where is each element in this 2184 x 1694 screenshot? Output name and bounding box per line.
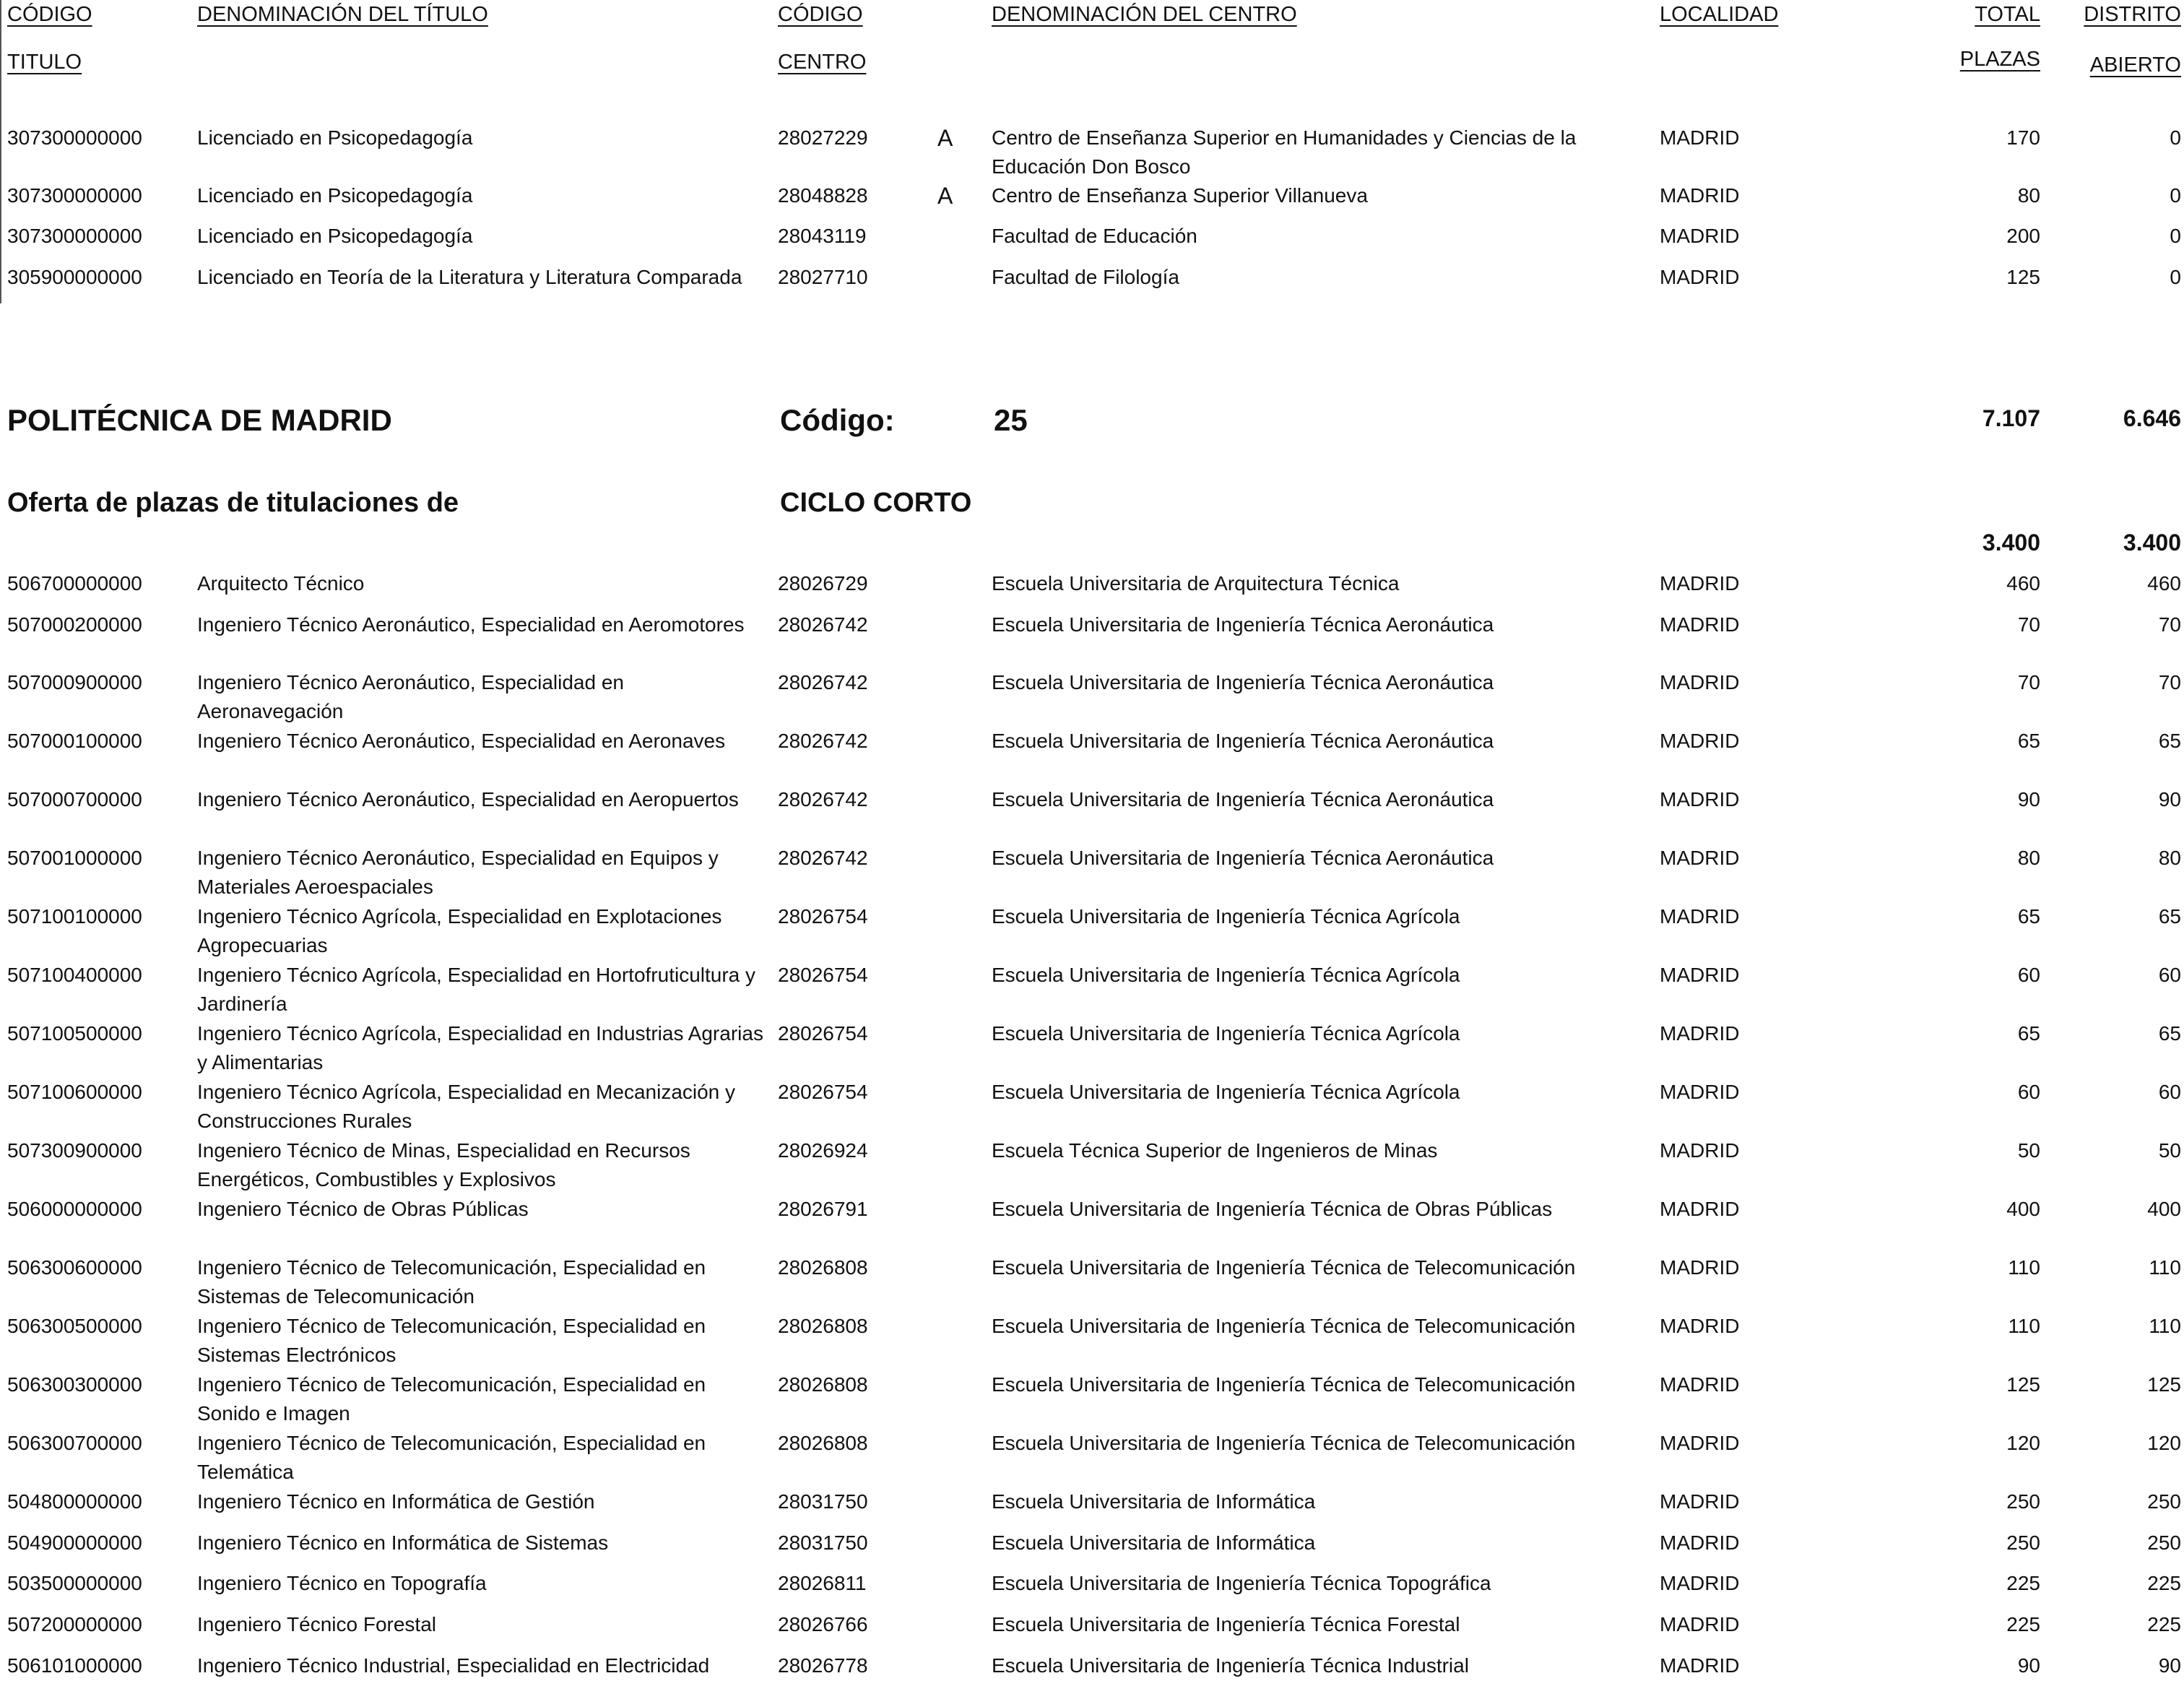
cell-denominacion-centro: Escuela Universitaria de Ingeniería Técnica Agrícola: [992, 905, 1460, 928]
cell-denominacion-centro: Escuela Universitaria de Ingeniería Técnica Aeronáutica: [992, 613, 1494, 636]
cell-denominacion-centro: Escuela Universitaria de Ingeniería Técnica Industrial: [992, 1654, 1469, 1677]
cell-total-plazas: 65: [2017, 905, 2040, 928]
cell-total-plazas: 110: [2008, 1256, 2040, 1279]
cell-localidad: MADRID: [1660, 1373, 1740, 1396]
cell-denominacion-centro: Escuela Universitaria de Ingeniería Técnica Agrícola: [992, 1081, 1460, 1103]
cell-codigo-titulo: 507100100000: [7, 905, 142, 928]
cell-denominacion-titulo: Ingeniero Técnico en Informática de Sistemas: [197, 1531, 609, 1554]
cell-denominacion-titulo: Licenciado en Teoría de la Literatura y Literatura Comparada: [197, 266, 742, 288]
cell-codigo-titulo: 507300900000: [7, 1139, 142, 1162]
cell-codigo-titulo: 506101000000: [7, 1654, 142, 1677]
cell-localidad: MADRID: [1660, 1315, 1740, 1337]
cell-total-plazas: 225: [2006, 1613, 2040, 1635]
cell-codigo-titulo: 506300300000: [7, 1373, 142, 1396]
section-label: Oferta de plazas de titulaciones de: [7, 488, 459, 518]
cell-codigo-titulo: 305900000000: [7, 266, 142, 288]
cell-mark: A: [937, 125, 953, 151]
cell-denominacion-titulo: Licenciado en Psicopedagogía: [197, 225, 473, 247]
section-total-plazas: 3.400: [1982, 530, 2040, 556]
cell-distrito-abierto: 225: [2147, 1572, 2181, 1594]
header-codigo-titulo-2: TITULO: [7, 51, 82, 74]
cell-total-plazas: 70: [2017, 671, 2040, 693]
cell-denominacion-titulo: Licenciado en Psicopedagogía: [197, 126, 473, 149]
cell-localidad: MADRID: [1660, 1256, 1740, 1279]
header-codigo-titulo-1: CÓDIGO: [7, 3, 92, 26]
cell-localidad: MADRID: [1660, 1531, 1740, 1554]
header-total-2: PLAZAS: [1959, 48, 2040, 71]
cell-denominacion-centro: Escuela Universitaria de Informática: [992, 1531, 1316, 1554]
cell-localidad: MADRID: [1660, 905, 1740, 928]
cell-codigo-titulo: 503500000000: [7, 1572, 142, 1594]
cell-codigo-titulo: 307300000000: [7, 225, 142, 247]
cell-localidad: MADRID: [1660, 184, 1740, 207]
cell-distrito-abierto: 125: [2147, 1373, 2181, 1396]
header-codigo-centro-2: CENTRO: [778, 51, 867, 74]
cell-codigo-centro: 28026742: [778, 730, 868, 752]
cell-codigo-titulo: 507000700000: [7, 788, 142, 811]
cell-denominacion-centro: Escuela Universitaria de Ingeniería Técnica Agrícola: [992, 1022, 1460, 1045]
cell-total-plazas: 250: [2006, 1531, 2040, 1554]
cell-denominacion-titulo: Licenciado en Psicopedagogía: [197, 184, 473, 207]
university-total-plazas: 7.107: [1982, 405, 2040, 431]
cell-codigo-titulo: 507100500000: [7, 1022, 142, 1045]
cell-total-plazas: 60: [2017, 964, 2040, 986]
cell-total-plazas: 110: [2008, 1315, 2040, 1337]
cell-denominacion-centro: Escuela Universitaria de Ingeniería Técnica Forestal: [992, 1613, 1460, 1635]
header-localidad: LOCALIDAD: [1660, 3, 1779, 26]
cell-total-plazas: 250: [2006, 1490, 2040, 1513]
cell-total-plazas: 80: [2017, 184, 2040, 207]
cell-denominacion-titulo: Ingeniero Técnico en Topografía: [197, 1572, 487, 1594]
cell-distrito-abierto: 0: [2170, 126, 2181, 149]
cell-localidad: MADRID: [1660, 572, 1740, 595]
cell-localidad: MADRID: [1660, 671, 1740, 693]
cell-total-plazas: 125: [2006, 1373, 2040, 1396]
cell-distrito-abierto: 65: [2158, 905, 2181, 928]
cell-total-plazas: 200: [2006, 225, 2040, 247]
cell-codigo-titulo: 507000100000: [7, 730, 142, 752]
cell-denominacion-centro: Escuela Universitaria de Arquitectura Técnica: [992, 572, 1400, 595]
cell-total-plazas: 125: [2006, 266, 2040, 288]
cell-codigo-centro: 28048828: [778, 184, 868, 207]
university-distrito-abierto: 6.646: [2123, 405, 2181, 431]
cell-denominacion-centro: Centro de Enseñanza Superior en Humanidades y Ciencias de la Educación Don Bosco: [992, 126, 1577, 178]
cell-distrito-abierto: 120: [2147, 1432, 2181, 1454]
cell-denominacion-titulo: Ingeniero Técnico Aeronáutico, Especialidad en Aeromotores: [197, 613, 745, 636]
cell-codigo-centro: 28026778: [778, 1654, 868, 1677]
cell-codigo-titulo: 506300700000: [7, 1432, 142, 1454]
cell-codigo-titulo: 507200000000: [7, 1613, 142, 1635]
cell-codigo-centro: 28027229: [778, 126, 868, 149]
cell-denominacion-titulo: Ingeniero Técnico Aeronáutico, Especialidad en Aeronaves: [197, 730, 726, 752]
cell-total-plazas: 65: [2017, 730, 2040, 752]
header-distrito-1: DISTRITO: [2084, 3, 2181, 26]
cell-codigo-centro: 28026754: [778, 905, 868, 928]
cell-total-plazas: 65: [2017, 1022, 2040, 1045]
cell-localidad: MADRID: [1660, 1022, 1740, 1045]
cell-codigo-centro: 28043119: [778, 225, 867, 247]
header-denominacion-titulo: DENOMINACIÓN DEL TÍTULO: [197, 3, 488, 26]
cell-codigo-centro: 28026924: [778, 1139, 868, 1162]
cell-total-plazas: 70: [2017, 613, 2040, 636]
university-codigo-label: Código:: [780, 403, 895, 437]
cell-codigo-centro: 28026811: [778, 1572, 867, 1594]
cell-denominacion-centro: Escuela Universitaria de Ingeniería Técnica de Telecomunicación: [992, 1432, 1576, 1454]
cell-denominacion-titulo: Ingeniero Técnico de Telecomunicación, Especialidad en Sonido e Imagen: [197, 1373, 706, 1425]
cell-total-plazas: 50: [2017, 1139, 2040, 1162]
cell-denominacion-centro: Escuela Universitaria de Ingeniería Técnica Agrícola: [992, 964, 1460, 986]
cell-distrito-abierto: 0: [2170, 184, 2181, 207]
cell-denominacion-titulo: Ingeniero Técnico de Telecomunicación, Especialidad en Sistemas Electrónicos: [197, 1315, 706, 1366]
cell-distrito-abierto: 110: [2149, 1256, 2181, 1279]
cell-denominacion-centro: Escuela Universitaria de Ingeniería Técnica de Telecomunicación: [992, 1315, 1576, 1337]
section-ciclo: CICLO CORTO: [780, 488, 972, 518]
header-distrito-2: ABIERTO: [2089, 53, 2181, 77]
cell-codigo-centro: 28027710: [778, 266, 868, 288]
cell-localidad: MADRID: [1660, 964, 1740, 986]
cell-denominacion-centro: Escuela Universitaria de Ingeniería Técnica de Telecomunicación: [992, 1373, 1576, 1396]
cell-localidad: MADRID: [1660, 1572, 1740, 1594]
cell-denominacion-centro: Centro de Enseñanza Superior Villanueva: [992, 184, 1368, 207]
cell-total-plazas: 170: [2006, 126, 2040, 149]
university-codigo: 25: [994, 403, 1028, 437]
cell-distrito-abierto: 400: [2147, 1198, 2181, 1220]
cell-codigo-centro: 28026742: [778, 613, 868, 636]
cell-distrito-abierto: 60: [2158, 964, 2181, 986]
cell-denominacion-centro: Escuela Universitaria de Ingeniería Técnica Aeronáutica: [992, 847, 1494, 869]
cell-codigo-centro: 28026808: [778, 1432, 868, 1454]
cell-denominacion-titulo: Ingeniero Técnico de Minas, Especialidad en Recursos Energéticos, Combustibles y Explosivos: [197, 1139, 690, 1190]
cell-distrito-abierto: 0: [2170, 266, 2181, 288]
cell-codigo-centro: 28031750: [778, 1490, 868, 1513]
header-codigo-centro-1: CÓDIGO: [778, 3, 863, 26]
cell-codigo-centro: 28026754: [778, 964, 868, 986]
cell-denominacion-titulo: Ingeniero Técnico Industrial, Especialidad en Electricidad: [197, 1654, 710, 1677]
cell-codigo-titulo: 507001000000: [7, 847, 142, 869]
cell-codigo-centro: 28026729: [778, 572, 868, 595]
cell-denominacion-titulo: Ingeniero Técnico Agrícola, Especialidad en Hortofruticultura y Jardinería: [197, 964, 756, 1015]
cell-codigo-centro: 28026754: [778, 1081, 868, 1103]
cell-codigo-titulo: 504900000000: [7, 1531, 142, 1554]
cell-codigo-titulo: 506300500000: [7, 1315, 142, 1337]
cell-codigo-centro: 28026754: [778, 1022, 868, 1045]
cell-distrito-abierto: 90: [2158, 1654, 2181, 1677]
cell-codigo-centro: 28026808: [778, 1315, 868, 1337]
cell-codigo-titulo: 506000000000: [7, 1198, 142, 1220]
cell-total-plazas: 120: [2006, 1432, 2040, 1454]
cell-total-plazas: 90: [2017, 788, 2040, 811]
cell-distrito-abierto: 110: [2149, 1315, 2181, 1337]
cell-localidad: MADRID: [1660, 1490, 1740, 1513]
cell-distrito-abierto: 0: [2170, 225, 2181, 247]
cell-distrito-abierto: 250: [2147, 1531, 2181, 1554]
cell-denominacion-titulo: Ingeniero Técnico de Obras Públicas: [197, 1198, 529, 1220]
cell-denominacion-titulo: Ingeniero Técnico Agrícola, Especialidad en Explotaciones Agropecuarias: [197, 905, 722, 956]
cell-distrito-abierto: 80: [2158, 847, 2181, 869]
cell-codigo-centro: 28026742: [778, 847, 868, 869]
cell-distrito-abierto: 60: [2158, 1081, 2181, 1103]
left-border-rule: [0, 0, 1, 303]
cell-localidad: MADRID: [1660, 1198, 1740, 1220]
cell-total-plazas: 90: [2017, 1654, 2040, 1677]
cell-total-plazas: 60: [2017, 1081, 2040, 1103]
cell-codigo-titulo: 506700000000: [7, 572, 142, 595]
cell-denominacion-centro: Facultad de Filología: [992, 266, 1179, 288]
cell-distrito-abierto: 70: [2158, 613, 2181, 636]
cell-total-plazas: 225: [2006, 1572, 2040, 1594]
cell-denominacion-centro: Escuela Universitaria de Ingeniería Técnica Topográfica: [992, 1572, 1491, 1594]
cell-codigo-titulo: 506300600000: [7, 1256, 142, 1279]
cell-codigo-titulo: 507000200000: [7, 613, 142, 636]
cell-denominacion-titulo: Ingeniero Técnico Aeronáutico, Especialidad en Aeropuertos: [197, 788, 739, 811]
cell-denominacion-centro: Escuela Universitaria de Ingeniería Técnica de Obras Públicas: [992, 1198, 1553, 1220]
cell-denominacion-centro: Escuela Universitaria de Ingeniería Técnica Aeronáutica: [992, 671, 1494, 693]
cell-distrito-abierto: 90: [2158, 788, 2181, 811]
cell-denominacion-titulo: Ingeniero Técnico en Informática de Gestión: [197, 1490, 595, 1513]
cell-codigo-centro: 28026808: [778, 1373, 868, 1396]
cell-localidad: MADRID: [1660, 730, 1740, 752]
cell-codigo-centro: 28026791: [778, 1198, 868, 1220]
cell-denominacion-titulo: Ingeniero Técnico de Telecomunicación, Especialidad en Telemática: [197, 1432, 706, 1483]
cell-denominacion-centro: Facultad de Educación: [992, 225, 1197, 247]
cell-denominacion-titulo: Ingeniero Técnico Agrícola, Especialidad en Mecanización y Construcciones Rurales: [197, 1081, 736, 1132]
cell-denominacion-titulo: Ingeniero Técnico de Telecomunicación, Especialidad en Sistemas de Telecomunicación: [197, 1256, 706, 1308]
cell-localidad: MADRID: [1660, 1654, 1740, 1677]
cell-denominacion-titulo: Ingeniero Técnico Aeronáutico, Especialidad en Aeronavegación: [197, 671, 624, 722]
cell-distrito-abierto: 65: [2158, 730, 2181, 752]
cell-denominacion-centro: Escuela Universitaria de Ingeniería Técnica Aeronáutica: [992, 788, 1494, 811]
header-total-1: TOTAL: [1975, 3, 2040, 26]
cell-distrito-abierto: 70: [2158, 671, 2181, 693]
cell-localidad: MADRID: [1660, 1139, 1740, 1162]
cell-localidad: MADRID: [1660, 266, 1740, 288]
cell-codigo-centro: 28026742: [778, 671, 868, 693]
cell-distrito-abierto: 460: [2147, 572, 2181, 595]
cell-denominacion-centro: Escuela Técnica Superior de Ingenieros de Minas: [992, 1139, 1438, 1162]
cell-codigo-centro: 28026766: [778, 1613, 868, 1635]
cell-codigo-centro: 28026808: [778, 1256, 868, 1279]
section-distrito-abierto: 3.400: [2123, 530, 2181, 556]
cell-denominacion-titulo: Ingeniero Técnico Aeronáutico, Especialidad en Equipos y Materiales Aeroespaciales: [197, 847, 719, 898]
cell-localidad: MADRID: [1660, 126, 1740, 149]
cell-distrito-abierto: 250: [2147, 1490, 2181, 1513]
cell-codigo-titulo: 507100600000: [7, 1081, 142, 1103]
cell-localidad: MADRID: [1660, 847, 1740, 869]
cell-denominacion-centro: Escuela Universitaria de Informática: [992, 1490, 1316, 1513]
cell-codigo-titulo: 507000900000: [7, 671, 142, 693]
cell-distrito-abierto: 50: [2158, 1139, 2181, 1162]
university-name: POLITÉCNICA DE MADRID: [7, 403, 392, 437]
cell-codigo-centro: 28026742: [778, 788, 868, 811]
cell-denominacion-titulo: Arquitecto Técnico: [197, 572, 365, 595]
cell-localidad: MADRID: [1660, 225, 1740, 247]
cell-denominacion-centro: Escuela Universitaria de Ingeniería Técnica Aeronáutica: [992, 730, 1494, 752]
cell-codigo-titulo: 307300000000: [7, 184, 142, 207]
cell-localidad: MADRID: [1660, 1081, 1740, 1103]
cell-total-plazas: 460: [2006, 572, 2040, 595]
cell-codigo-titulo: 507100400000: [7, 964, 142, 986]
cell-mark: A: [937, 183, 953, 209]
cell-codigo-centro: 28031750: [778, 1531, 868, 1554]
cell-localidad: MADRID: [1660, 1613, 1740, 1635]
cell-codigo-titulo: 307300000000: [7, 126, 142, 149]
cell-denominacion-titulo: Ingeniero Técnico Agrícola, Especialidad en Industrias Agrarias y Alimentarias: [197, 1022, 763, 1073]
cell-localidad: MADRID: [1660, 1432, 1740, 1454]
cell-localidad: MADRID: [1660, 788, 1740, 811]
cell-total-plazas: 400: [2006, 1198, 2040, 1220]
cell-localidad: MADRID: [1660, 613, 1740, 636]
cell-distrito-abierto: 225: [2147, 1613, 2181, 1635]
cell-codigo-titulo: 504800000000: [7, 1490, 142, 1513]
cell-denominacion-centro: Escuela Universitaria de Ingeniería Técnica de Telecomunicación: [992, 1256, 1576, 1279]
header-denominacion-centro: DENOMINACIÓN DEL CENTRO: [992, 3, 1297, 26]
cell-distrito-abierto: 65: [2158, 1022, 2181, 1045]
cell-total-plazas: 80: [2017, 847, 2040, 869]
cell-denominacion-titulo: Ingeniero Técnico Forestal: [197, 1613, 436, 1635]
